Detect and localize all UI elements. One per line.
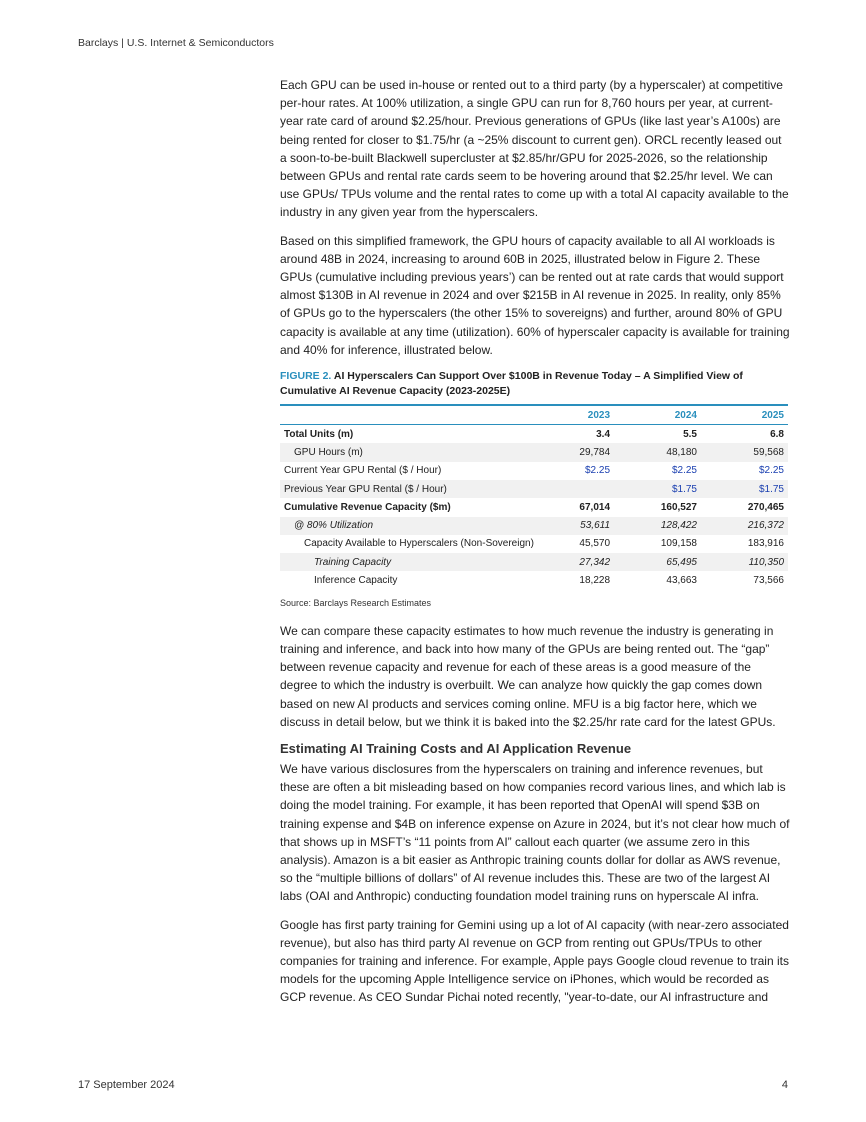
row-label: @ 80% Utilization	[280, 517, 538, 535]
paragraph-disclosures: We have various disclosures from the hyperscalers on training and inference revenues, but these are often a bit misleading based on how companies record various lines, and which lab is doing the model training. For example, it has been reported that OpenAI will spend $3B on training expense and $4B on inference expense on Azure in 2024, but it’s not clear how much of that shows up in MSFT’s “11 points from AI” callout each quarter (we assume zero in this analysis). Amazon is a bit easier as Anthropic training counts dollar for dollar as AWS revenue, so the “multiple billions of dollars” of AI revenue includes this. These are two of the largest AI labs (OAI and Anthropic) conducting foundation model training runs on hyperscale AI infra.	[280, 761, 790, 904]
table-row	[280, 498, 788, 516]
row-label: GPU Hours (m)	[280, 443, 538, 461]
figure-title-text: AI Hyperscalers Can Support Over $100B in Revenue Today – A Simplified View of Cumulative AI Revenue Capacity (2023-2025E)	[280, 370, 743, 397]
section-heading: Estimating AI Training Costs and AI Application Revenue	[280, 740, 632, 756]
table-row	[280, 462, 788, 480]
row-label: Inference Capacity	[314, 575, 398, 587]
table-source: Source: Barclays Research Estimates	[280, 597, 432, 608]
cell: 160,527	[660, 501, 697, 513]
cell: 5.5	[683, 428, 697, 440]
cell: 18,228	[579, 575, 611, 587]
cell: 73,566	[753, 575, 784, 587]
cell: 65,495	[614, 553, 701, 571]
row-label: Training Capacity	[280, 553, 538, 571]
cell: 270,465	[747, 501, 784, 513]
paragraph-capacity-gap: We can compare these capacity estimates to how much revenue the industry is generating in training and inference, and back into how many of the GPUs are being rented out. The “gap” between revenue capacity and revenue for each of these areas is a good measure of the degree to which the industry is overbuilt. We can analyze how quickly the gap comes down based on new AI products and services coming online. MFU is a big factor here, which we discuss in detail below, but we think it is baked into the $2.25/hr rate card for the latest GPUs.	[280, 623, 776, 729]
page-content	[280, 76, 790, 1017]
cell: 183,916	[747, 538, 784, 550]
table-row	[280, 517, 788, 535]
cell: $2.25	[671, 465, 697, 477]
cell: 29,784	[538, 443, 614, 461]
cell: 48,180	[614, 443, 701, 461]
cell: 43,663	[666, 575, 697, 587]
cell: 67,014	[579, 501, 611, 513]
row-label: Current Year GPU Rental ($ / Hour)	[284, 465, 442, 477]
cell: 6.8	[770, 428, 784, 440]
table-row	[280, 535, 788, 553]
cell: 216,372	[701, 517, 788, 535]
cell: 128,422	[614, 517, 701, 535]
column-header: 2025	[701, 405, 788, 425]
column-header: 2023	[538, 405, 614, 425]
table-header-blank	[280, 405, 538, 425]
paragraph-framework: Based on this simplified framework, the GPU hours of capacity available to all AI workloads is around 48B in 2024, increasing to around 60B in 2025, illustrated below in Figure 2. These GPUs (cumulative including previous years’) can be rented out at rate cards that would support almost $130B in AI revenue in 2024 and over $215B in AI revenue in 2025. In reality, only 85% of GPUs go to the hyperscalers (the other 15% to sovereigns) and further, around 80% of GPU capacity is available at any time (utilization). 60% of hyperscaler capacity is available for training and 40% for inference, illustrated below.	[280, 233, 790, 357]
cell	[538, 480, 614, 498]
table-row	[280, 480, 788, 498]
cell: 109,158	[660, 538, 697, 550]
table-row	[280, 571, 788, 589]
cell: 59,568	[701, 443, 788, 461]
cell: 3.4	[596, 428, 611, 440]
footer-date: 17 September 2024	[78, 1079, 175, 1091]
cell: 27,342	[538, 553, 614, 571]
capacity-table	[280, 404, 788, 590]
figure-label: FIGURE 2.	[280, 370, 332, 383]
paragraph-google: Google has first party training for Gemini using up a lot of AI capacity (with near-zero associated revenue), but also has third party AI revenue on GCP from renting out GPUs/TPUs to other companies for training and inference. For example, Apple pays Google cloud revenue to train its models for the upcoming Apple Intelligence service on iPhones, which would be recorded as GCP revenue. As CEO Sundar Pichai noted recently, "year-to-date, our AI infrastructure and	[280, 917, 789, 1005]
row-label: Cumulative Revenue Capacity ($m)	[284, 501, 451, 513]
cell: $2.25	[758, 465, 784, 477]
paragraph-gpu-rental: Each GPU can be used in-house or rented out to a third party (by a hyperscaler) at competitive per-hour rates. At 100% utilization, a single GPU can run for 8,760 hours per year, at current-year rate card of around $2.25/hour. Previous generations of GPUs (like last year’s A100s) are being rented for closer to $1.75/hr (a ~25% discount to current gen). ORCL recently leased out a soon-to-be-built Blackwell supercluster at $2.85/hr/GPU for 2025-2026, so the relationship between GPUs and rental rate cards seem to be hovering around that $2.25/hr level. We can use GPUs/ TPUs volume and the rental rates to come up with a total AI capacity available to the industry in any given year from the hyperscalers.	[280, 78, 789, 220]
table-header-row	[280, 405, 788, 425]
cell: $1.75	[701, 480, 788, 498]
cell: 45,570	[579, 538, 611, 550]
cell: $2.25	[584, 465, 611, 477]
page-number: 4	[781, 1079, 788, 1091]
table-row	[280, 425, 788, 444]
report-header: Barclays | U.S. Internet & Semiconductors	[78, 37, 274, 49]
row-label: Capacity Available to Hyperscalers (Non-Sovereign)	[304, 538, 534, 550]
cell: $1.75	[614, 480, 701, 498]
figure-title	[280, 369, 790, 398]
cell: 53,611	[538, 517, 614, 535]
row-label: Previous Year GPU Rental ($ / Hour)	[280, 480, 538, 498]
table-row	[280, 553, 788, 571]
table-row	[280, 443, 788, 461]
column-header: 2024	[614, 405, 701, 425]
cell: 110,350	[701, 553, 788, 571]
row-label: Total Units (m)	[284, 428, 354, 440]
